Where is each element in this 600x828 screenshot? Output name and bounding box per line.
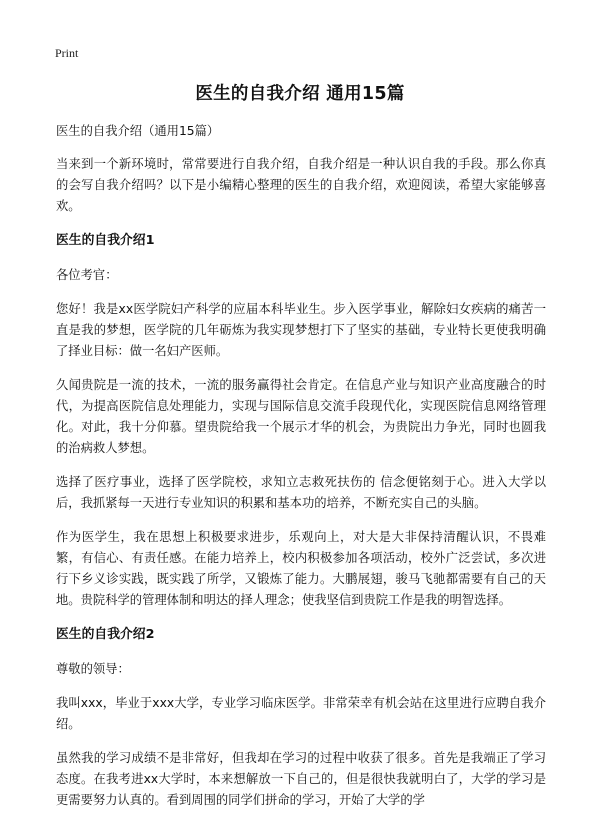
- paragraph: 久闻贵院是一流的技术，一流的服务赢得社会肯定。在信息产业与知识产业高度融合的时代，为提高医院信息处理能力，实现与国际信息交流手段现代化，实现医院信息网络管理化。对此，我十分仰慕。望贵院给我一个展示才华的机会，为贵院出力争光，同时也圆我的治病救人梦想。: [56, 378, 546, 455]
- page-title: 医生的自我介绍 通用15篇: [195, 84, 405, 104]
- article-subtitle: 医生的自我介绍（通用15篇）: [56, 124, 220, 138]
- article-body: [56, 121, 546, 824]
- paragraph: 您好！我是xx医学院妇产科学的应届本科毕业生。步入医学事业，解除妇女疾病的痛苦一直是我的梦想，医学院的几年砺炼为我实现梦想打下了坚实的基础，专业特长更使我明确了择业目标：做一名妇产医师。: [56, 302, 546, 358]
- intro-paragraph: 当来到一个新环境时，常常要进行自我介绍，自我介绍是一种认识自我的手段。那么你真的会写自我介绍吗？以下是小编精心整理的医生的自我介绍，欢迎阅读，希望大家能够喜欢。: [56, 157, 546, 213]
- paragraph: 选择了医疗事业，选择了医学院校，求知立志救死扶伤的 信念便铭刻于心。进入大学以后，我抓紧每一天进行专业知识的积累和基本功的培养，不断充实自己的头脑。: [56, 475, 546, 510]
- paragraph: 尊敬的领导：: [56, 662, 130, 676]
- paragraph: 各位考官：: [56, 268, 118, 282]
- paragraph: 虽然我的学习成绩不是非常好，但我却在学习的过程中收获了很多。首先是我端正了学习态度。在我考进xx大学时，本来想解放一下自己的，但是很快我就明白了，大学的学习是更需要努力认真的。看到周围的同学们拼命的学习，开始了大学的学: [56, 751, 546, 807]
- paragraph: 我叫xxx，毕业于xxx大学，专业学习临床医学。非常荣幸有机会站在这里进行应聘自我介绍。: [56, 696, 546, 731]
- print-link[interactable]: Print: [55, 46, 79, 60]
- section-heading: 医生的自我介绍1: [56, 233, 155, 248]
- section-heading: 医生的自我介绍2: [56, 627, 155, 642]
- paragraph: 作为医学生，我在思想上积极要求进步，乐观向上，对大是大非保持清醒认识，不畏难繁，有信心、有责任感。在能力培养上，校内积极参加各项活动，校外广泛尝试，多次进行下乡义诊实践，既实践了所学，又锻炼了能力。大鹏展翅，骏马飞驰都需要有自己的天地。贵院科学的管理体制和明达的择人理念；使我坚信到贵院工作是我的明智选择。: [56, 530, 546, 607]
